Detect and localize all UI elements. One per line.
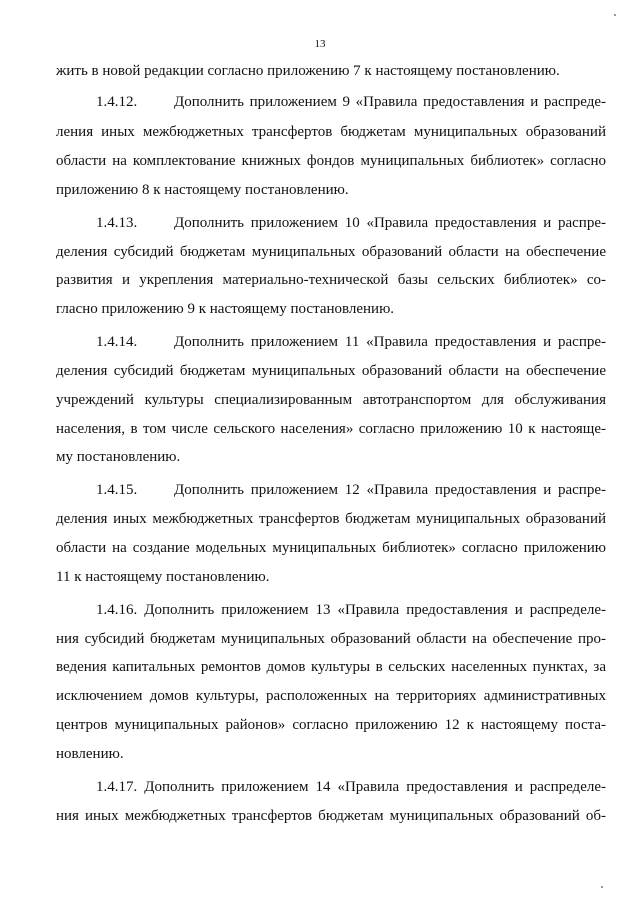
paragraph-number: 1.4.12. (96, 94, 138, 110)
text-line: области на комплектование книжных фондов муниципальных библиотек» согласно (56, 153, 606, 169)
text-line: 1.4.17. Дополнить приложением 14 «Правила предоставления и распределе- (96, 779, 606, 795)
text-line: гласно приложению 9 к настоящему постановлению. (56, 301, 395, 317)
text-line: области на создание модельных муниципальных библиотек» согласно приложению (56, 540, 606, 556)
paragraph-number: 1.4.13. (96, 215, 138, 231)
text-line: ведения капитальных ремонтов домов культуры в сельских населенных пунктах, за (56, 659, 606, 675)
paragraph-1-4-14-first-line (96, 333, 606, 352)
text-line: 1.4.16. Дополнить приложением 13 «Правила предоставления и распределе- (96, 602, 606, 618)
scan-speck (601, 886, 603, 888)
page-number: 13 (314, 38, 326, 50)
text-line: деления иных межбюджетных трансфертов бюджетам муниципальных образований (56, 511, 606, 527)
text-line: центров муниципальных районов» согласно приложению 12 к настоящему поста- (56, 717, 606, 733)
paragraph-1-4-13-first-line (96, 214, 606, 233)
text-line: ния субсидий бюджетам муниципальных образований области на обеспечение про- (56, 631, 606, 647)
text-line: новлению. (56, 746, 124, 762)
text-line: исключением домов культуры, расположенных на территориях административных (56, 688, 606, 704)
scan-speck (614, 14, 616, 16)
paragraph-number: 1.4.15. (96, 482, 138, 498)
text-line: развития и укрепления материально-технической базы сельских библиотек» со- (56, 272, 606, 288)
text-line: деления субсидий бюджетам муниципальных образований области на обеспечение (56, 244, 606, 260)
text-line: Дополнить приложением 12 «Правила предоставления и распре- (174, 482, 606, 498)
text-line: ления иных межбюджетных трансфертов бюджетам муниципальных образований (56, 124, 606, 140)
paragraph-1-4-15-first-line (96, 481, 606, 500)
paragraph-1-4-12-first-line (96, 93, 606, 112)
paragraph-number: 1.4.14. (96, 334, 138, 350)
text-line: населения, в том числе сельского населения» согласно приложению 10 к настоящe- (56, 421, 606, 437)
text-line: деления субсидий бюджетам муниципальных образований области на обеспечение (56, 363, 606, 379)
text-line: Дополнить приложением 9 «Правила предоставления и распреде- (174, 94, 606, 110)
text-line: приложению 8 к настоящему постановлению. (56, 182, 349, 198)
text-line: Дополнить приложением 10 «Правила предоставления и распре- (174, 215, 606, 231)
text-line: жить в новой редакции согласно приложению 7 к настоящему постановлению. (56, 63, 560, 79)
text-line: ния иных межбюджетных трансфертов бюджетам муниципальных образований об- (56, 808, 606, 824)
text-line: учреждений культуры специализированным автотранспортом для обслуживания (56, 392, 606, 408)
text-line: му постановлению. (56, 449, 181, 465)
text-line: Дополнить приложением 11 «Правила предоставления и распре- (174, 334, 606, 350)
text-line: 11 к настоящему постановлению. (56, 569, 270, 585)
